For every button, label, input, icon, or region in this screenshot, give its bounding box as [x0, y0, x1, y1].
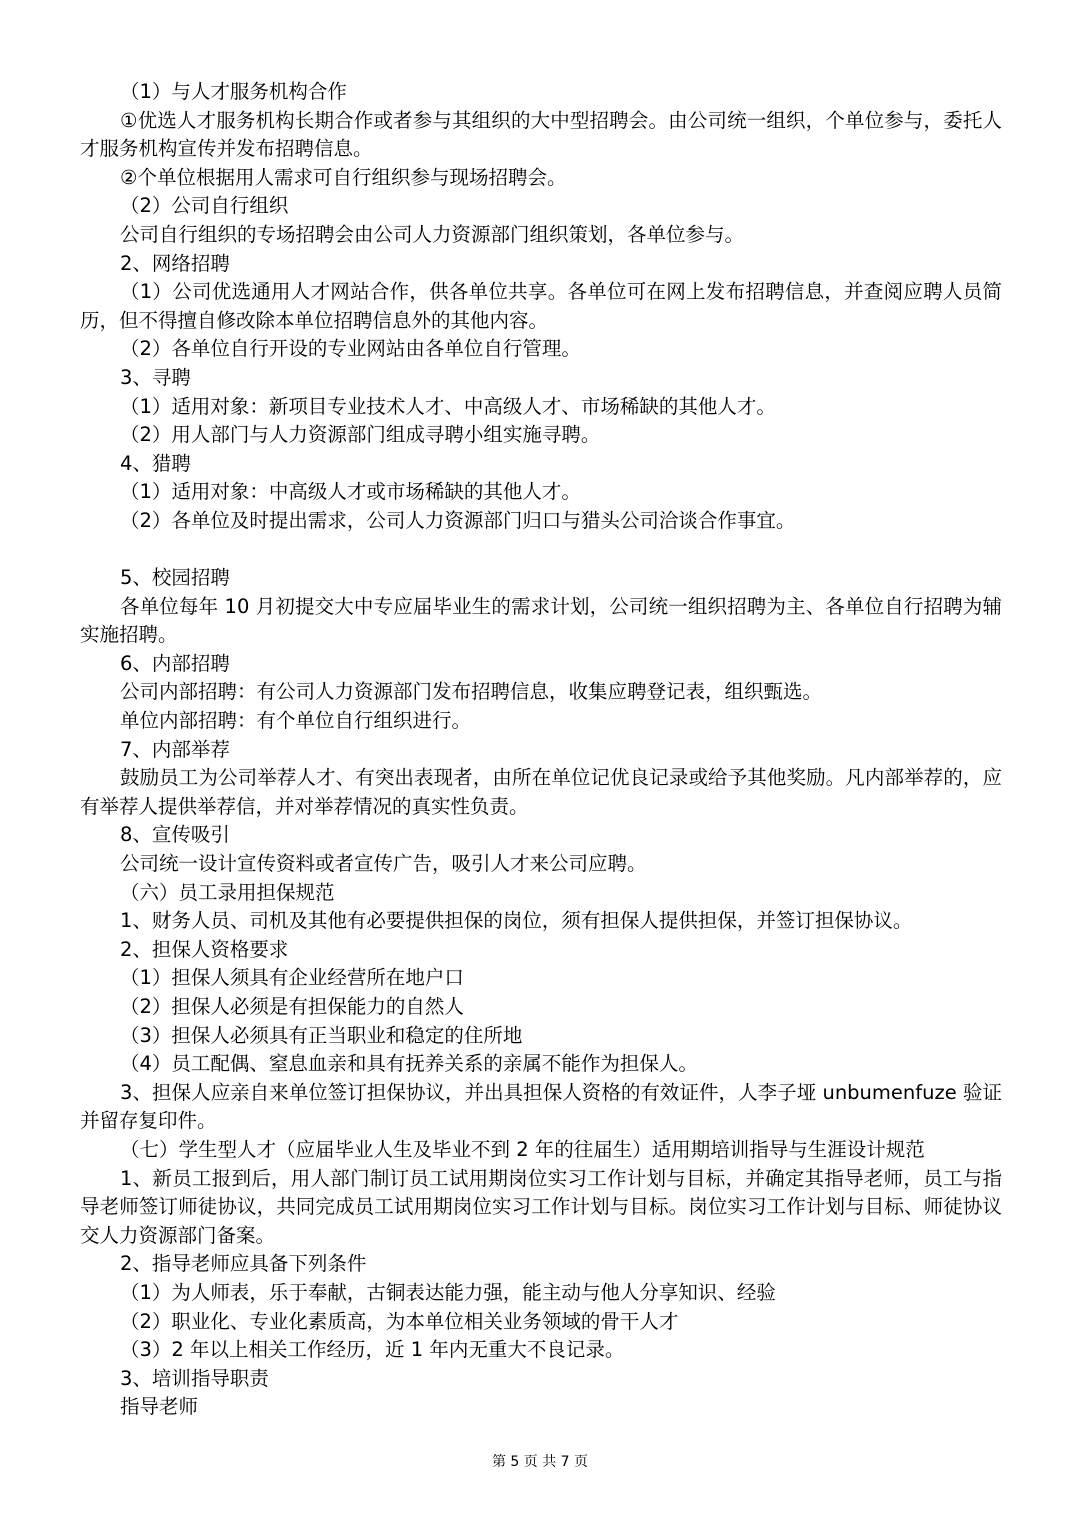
paragraph: （2）各单位及时提出需求，公司人力资源部门归口与猎头公司洽谈合作事宜。: [120, 508, 796, 532]
paragraph: 指导老师: [120, 1395, 199, 1419]
paragraph: 鼓励员工为公司举荐人才、有突出表现者，由所在单位记优良记录或给予其他奖励。凡内部举荐的，应有举荐人提供举荐信，并对举荐情况的真实性负责。: [80, 766, 1002, 818]
paragraph: （2）各单位自行开设的专业网站由各单位自行管理。: [120, 337, 581, 361]
paragraph: （4）员工配偶、窒息血亲和具有抚养关系的亲属不能作为担保人。: [120, 1052, 698, 1076]
paragraph: （2）用人部门与人力资源部门组成寻聘小组实施寻聘。: [120, 423, 601, 447]
section-heading: （六）员工录用担保规范: [120, 880, 335, 904]
section-heading: 8、宣传吸引: [120, 823, 230, 847]
section-heading: （七）学生型人才（应届毕业人生及毕业不到 2 年的往届生）适用期培训指导与生涯设计规范: [120, 1137, 925, 1161]
paragraph: 1、财务人员、司机及其他有必要提供担保的岗位，须有担保人提供担保，并签订担保协议。: [120, 909, 913, 933]
section-heading: 7、内部举荐: [120, 737, 230, 761]
paragraph: （2）职业化、专业化素质高，为本单位相关业务领域的骨干人才: [120, 1309, 679, 1333]
paragraph: （1）为人师表，乐于奉献，古铜表达能力强，能主动与他人分享知识、经验: [120, 1280, 776, 1304]
section-heading: 2、网络招聘: [120, 251, 230, 275]
paragraph: 3、担保人应亲自来单位签订担保协议，并出具担保人资格的有效证件，人李子垭 unbumenfuze 验证并留存复印件。: [80, 1080, 1002, 1133]
section-heading: 2、指导老师应具备下列条件: [120, 1252, 367, 1276]
paragraph: ①优选人才服务机构长期合作或者参与其组织的大中型招聘会。由公司统一组织，个单位参与，委托人才服务机构宣传并发布招聘信息。: [80, 108, 1002, 161]
section-heading: 4、猎聘: [120, 451, 191, 475]
paragraph: 公司统一设计宣传资料或者宣传广告，吸引人才来公司应聘。: [120, 852, 647, 876]
section-heading: 5、校园招聘: [120, 566, 230, 590]
document-body: [80, 78, 1002, 1422]
section-heading: 3、寻聘: [120, 365, 191, 389]
paragraph: （1）适用对象：中高级人才或市场稀缺的其他人才。: [120, 480, 581, 504]
paragraph: （1）适用对象：新项目专业技术人才、中高级人才、市场稀缺的其他人才。: [120, 394, 776, 418]
paragraph: （1）担保人须具有企业经营所在地户口: [120, 966, 464, 990]
section-heading: 3、培训指导职责: [120, 1366, 269, 1390]
paragraph: 公司自行组织的专场招聘会由公司人力资源部门组织策划，各单位参与。: [120, 222, 745, 246]
paragraph: （1）与人才服务机构合作: [120, 80, 347, 103]
paragraph: 公司内部招聘：有公司人力资源部门发布招聘信息，收集应聘登记表，组织甄选。: [120, 680, 823, 704]
paragraph: （2）担保人必须是有担保能力的自然人: [120, 995, 464, 1018]
paragraph: （2）公司自行组织: [120, 194, 289, 218]
section-heading: 6、内部招聘: [120, 651, 230, 675]
paragraph: （3）2 年以上相关工作经历，近 1 年内无重大不良记录。: [120, 1338, 625, 1362]
page-number-footer: 第 5 页 共 7 页: [491, 1454, 589, 1470]
paragraph: 各单位每年 10 月初提交大中专应届毕业生的需求计划，公司统一组织招聘为主、各单位自行招聘为辅实施招聘。: [80, 594, 1002, 647]
paragraph: （3）担保人必须具有正当职业和稳定的住所地: [120, 1023, 523, 1047]
paragraph: 单位内部招聘：有个单位自行组织进行。: [120, 709, 472, 733]
paragraph: 1、新员工报到后，用人部门制订员工试用期岗位实习工作计划与目标，并确定其指导老师，员工与指导老师签订师徒协议，共同完成员工试用期岗位实习工作计划与目标。岗位实习工作计划与目标、师徒协议交人力资源部门备案。: [80, 1166, 1002, 1247]
section-heading: 2、担保人资格要求: [120, 937, 289, 961]
paragraph: ②个单位根据用人需求可自行组织参与现场招聘会。: [120, 165, 567, 189]
paragraph: （1）公司优选通用人才网站合作，供各单位共享。各单位可在网上发布招聘信息，并查阅应聘人员简历，但不得擅自修改除本单位招聘信息外的其他内容。: [80, 280, 1002, 332]
